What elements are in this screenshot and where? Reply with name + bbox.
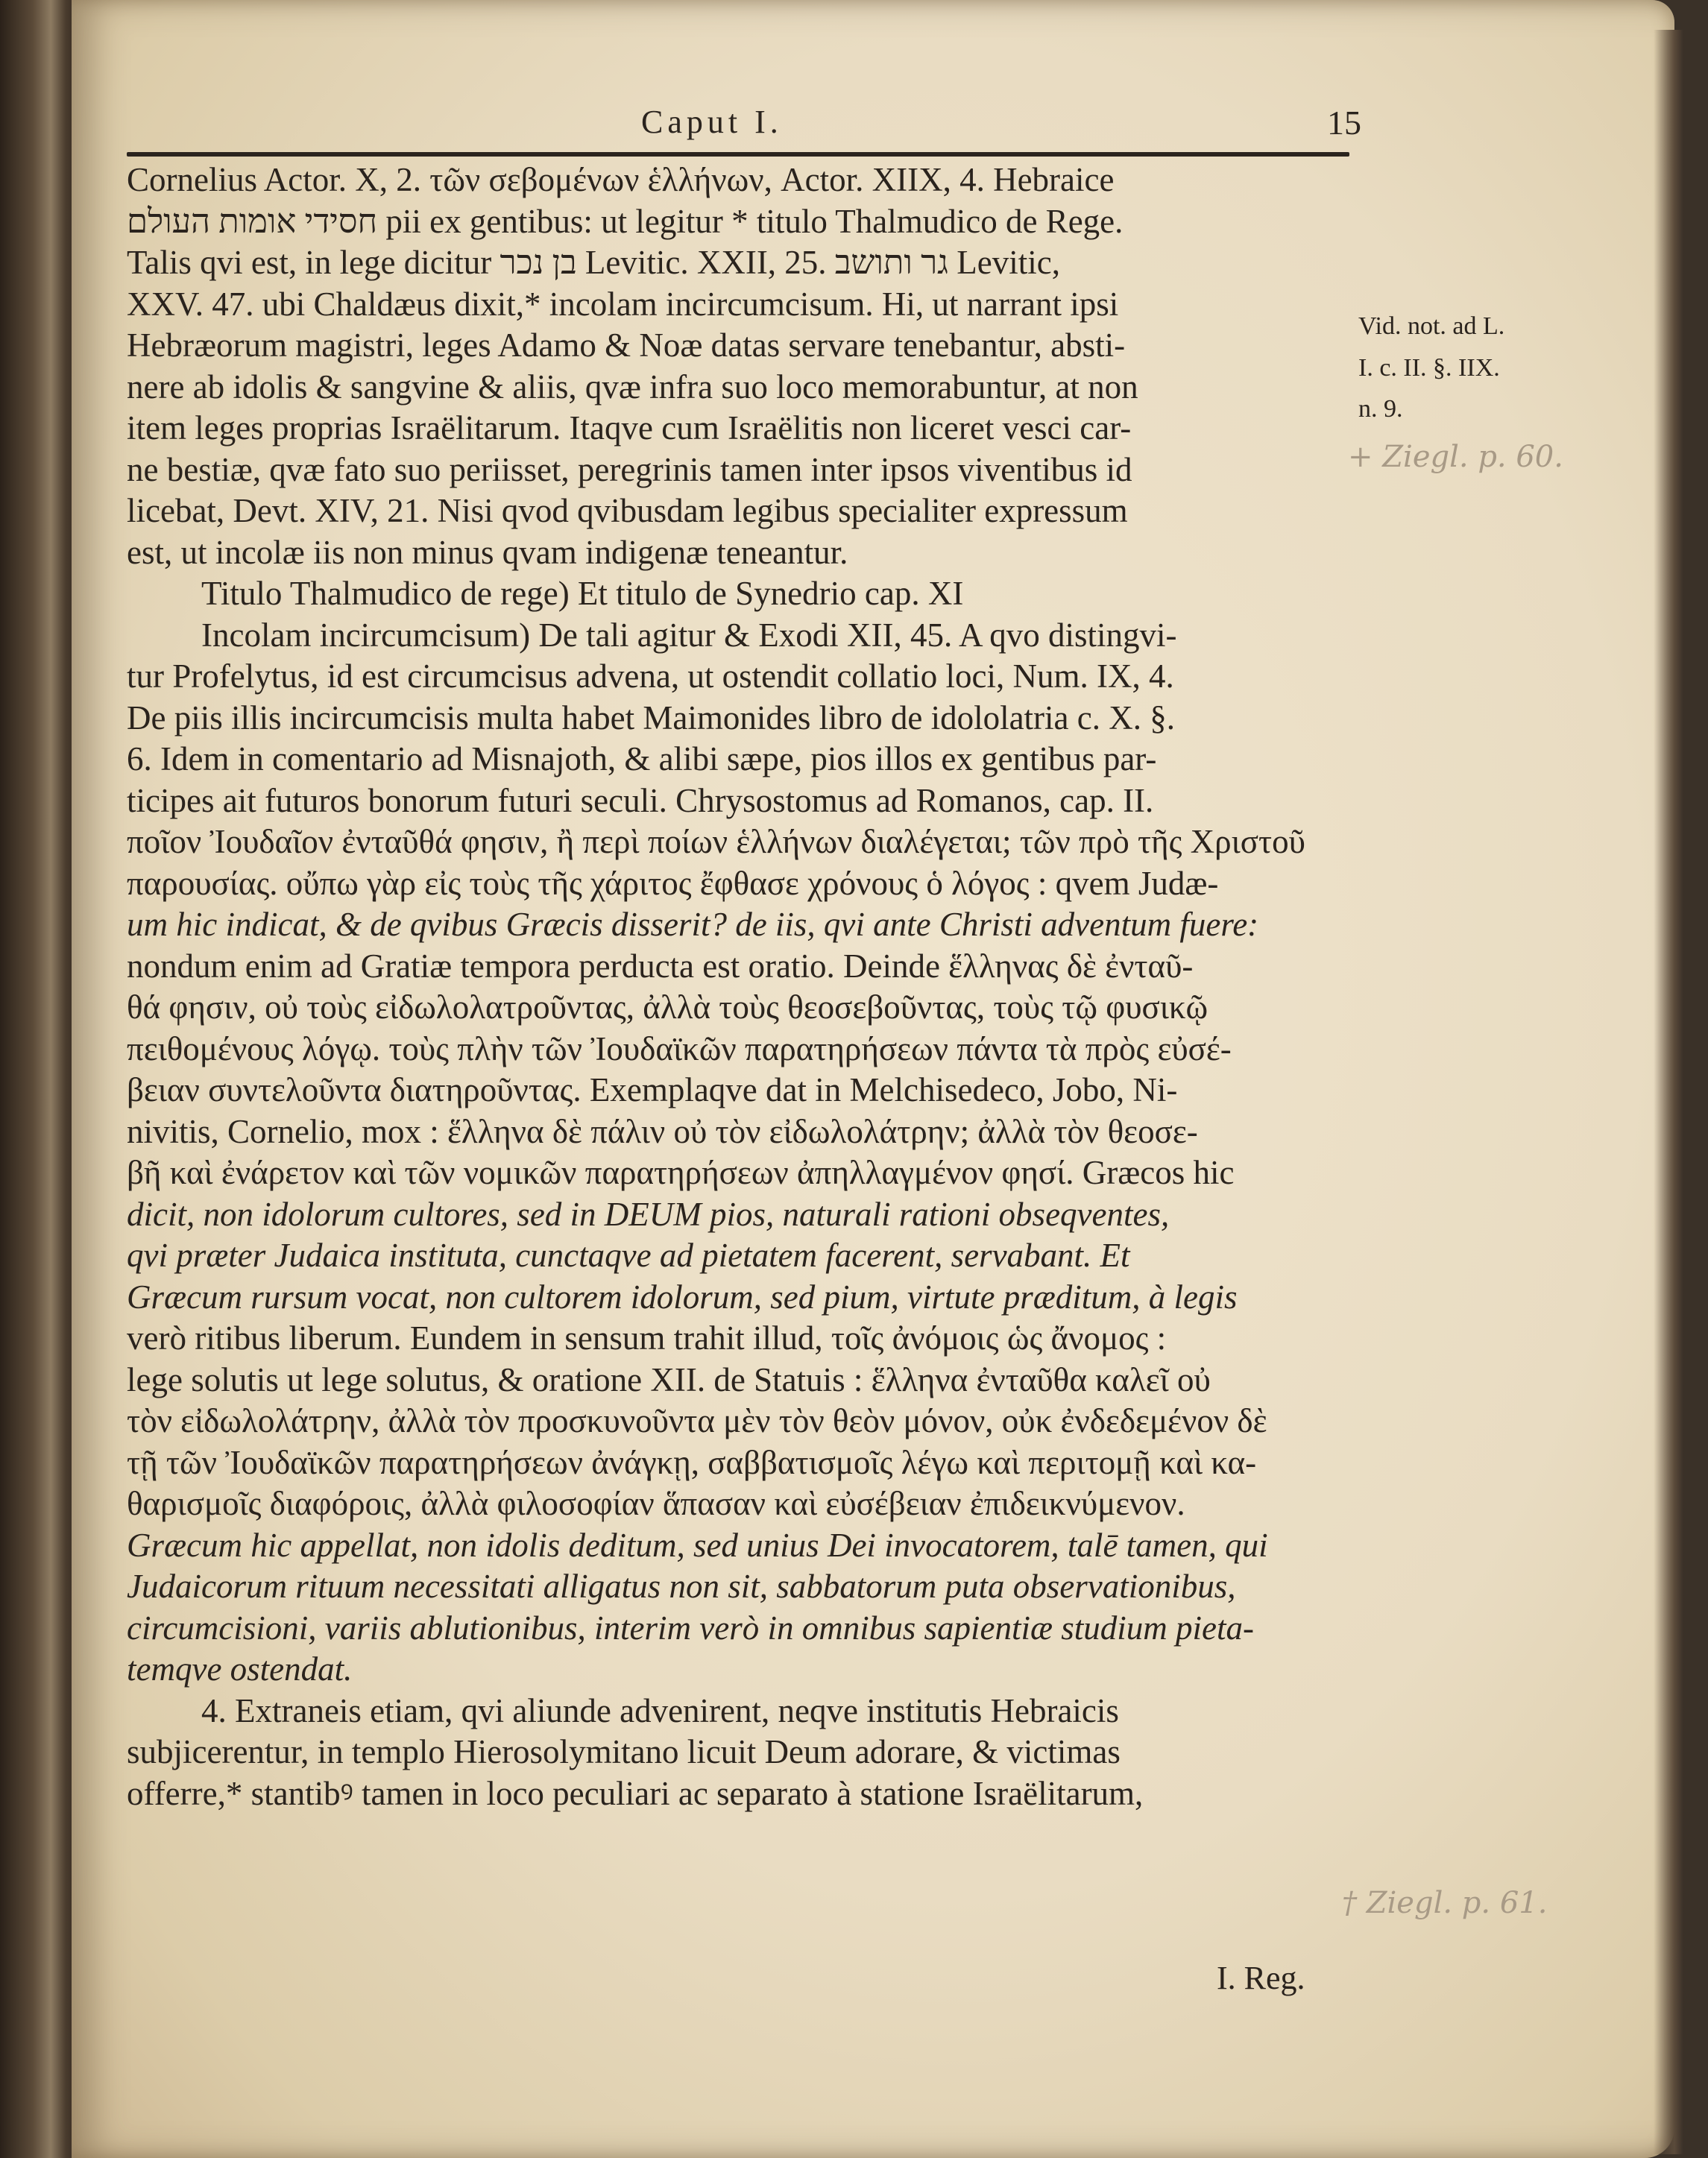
text-line: offerre,* stantibꝰ tamen in loco peculiari ac separato à statione Israëlitarum, bbox=[127, 1774, 1144, 1812]
text-line: nere ab idolis & sangvine & aliis, qvæ infra suo loco memorabuntur, at non bbox=[127, 367, 1138, 406]
text-line: Incolam incircumcisum) De tali agitur & Exodi XII, 45. A qvo distingvi- bbox=[201, 616, 1177, 654]
text-line: item leges proprias Israëlitarum. Itaqve cum Israëlitis non liceret vesci car- bbox=[127, 409, 1132, 447]
text-line: θά φησιν, οὐ τοὺς εἰδωλολατροῦντας, ἀλλὰ τοὺς θεοσεβοῦντας, τοὺς τῷ φυσικῷ bbox=[127, 988, 1208, 1026]
header-rule bbox=[127, 152, 1349, 157]
page-number: 15 bbox=[1327, 104, 1361, 142]
margin-note: I. c. II. §. IIX. bbox=[1358, 353, 1500, 382]
text-line: est, ut incolæ iis non minus qvam indigenæ teneantur. bbox=[127, 533, 848, 571]
text-line: τῇ τῶν Ἰουδαϊκῶν παρατηρήσεων ἀνάγκῃ, σαββατισμοῖς λέγω καὶ περιτομῇ καὶ κα- bbox=[127, 1443, 1257, 1481]
text-line: subjicerentur, in templo Hierosolymitano licuit Deum adorare, & victimas bbox=[127, 1733, 1121, 1770]
margin-notes bbox=[1358, 306, 1642, 430]
body-text bbox=[127, 160, 1349, 1814]
text-line: Cornelius Actor. X, 2. τῶν σεβομένων ἑλλήνων, Actor. XIIX, 4. Hebraice bbox=[127, 161, 1115, 198]
text-line: XXV. 47. ubi Chaldæus dixit,* incolam incircumcisum. Hi, ut narrant ipsi bbox=[127, 285, 1119, 323]
text-line: 4. Extraneis etiam, qvi aliunde advenirent, neqve institutis Hebraicis bbox=[201, 1691, 1119, 1729]
text-line: θαρισμοῖς διαφόροις, ἀλλὰ φιλοσοφίαν ἅπασαν καὶ εὐσέβειαν ἐπιδεικνύμενον. bbox=[127, 1485, 1185, 1522]
book-binding bbox=[0, 0, 82, 2158]
page-header bbox=[641, 103, 1361, 148]
text-line: τὸν εἰδωλολάτρην, ἀλλὰ τὸν προσκυνοῦντα μὲν τὸν θεὸν μόνον, οὐκ ἐνδεδεμένον δὲ bbox=[127, 1402, 1267, 1439]
text-line: Talis qvi est, in lege dicitur בן נכר Levitic. XXII, 25. גר ותושב Levitic, bbox=[127, 244, 1060, 281]
text-line: tur Profelytus, id est circumcisus advena, ut ostendit collatio loci, Num. IX, 4. bbox=[127, 657, 1174, 695]
page-edge-shadow bbox=[1654, 30, 1683, 2154]
text-line: nondum enim ad Gratiæ tempora perducta est oratio. Deinde ἕλληνας δὲ ἐνταῦ- bbox=[127, 947, 1194, 985]
text-line: ticipes ait futuros bonorum futuri seculi. Chrysostomus ad Romanos, cap. II. bbox=[127, 781, 1154, 819]
text-line: verò ritibus liberum. Eundem in sensum trahit illud, τοῖς ἀνόμοις ὡς ἄνομος : bbox=[127, 1319, 1167, 1357]
handwritten-note-2: † Ziegl. p. 61. bbox=[1342, 1886, 1548, 1920]
text-line: licebat, Devt. XIV, 21. Nisi qvod qvibusdam legibus specialiter expressum bbox=[127, 492, 1128, 529]
text-line: Titulo Thalmudico de rege) Et titulo de Synedrio cap. XI bbox=[201, 575, 964, 612]
text-line: Hebræorum magistri, leges Adamo & Noæ datas servare tenebantur, absti- bbox=[127, 326, 1126, 364]
text-line: qvi præter Judaica instituta, cunctaqve ad pietatem facerent, servabant. Et bbox=[127, 1237, 1130, 1274]
text-line: 6. Idem in comentario ad Misnajoth, & alibi sæpe, pios illos ex gentibus par- bbox=[127, 740, 1157, 777]
text-line: um hic indicat, & de qvibus Græcis disserit? de iis, qvi ante Christi adventum fuere: bbox=[127, 906, 1259, 943]
text-line: lege solutis ut lege solutus, & oratione XII. de Statuis : ἕλληνα ἐνταῦθα καλεῖ οὐ bbox=[127, 1360, 1211, 1398]
text-line: ne bestiæ, qvæ fato suo periisset, peregrinis tamen inter ipsos viventibus id bbox=[127, 450, 1132, 488]
text-line: Græcum hic appellat, non idolis deditum, sed unius Dei invocatorem, talē tamen, qui bbox=[127, 1526, 1268, 1564]
running-head: Caput I. bbox=[641, 104, 783, 140]
text-line: ποῖον Ἰουδαῖον ἐνταῦθά φησιν, ἢ περὶ ποίων ἑλλήνων διαλέγεται; τῶν πρὸ τῆς Χριστοῦ bbox=[127, 823, 1305, 860]
text-line: βειαν συντελοῦντα διατηροῦντας. Exemplaqve dat in Melchisedeco, Jobo, Ni- bbox=[127, 1071, 1178, 1108]
margin-note: Vid. not. ad L. bbox=[1358, 312, 1505, 340]
text-line: circumcisioni, variis ablutionibus, interim verò in omnibus sapientiæ studium pieta- bbox=[127, 1609, 1255, 1647]
text-line: nivitis, Cornelio, mox : ἕλληνα δὲ πάλιν οὐ τὸν εἰδωλολάτρην; ἀλλὰ τὸν θεοσε- bbox=[127, 1112, 1198, 1150]
catchword: I. Reg. bbox=[1217, 1960, 1305, 1996]
text-line: πειθομένους λόγῳ. τοὺς πλὴν τῶν Ἰουδαϊκῶν παρατηρήσεων πάντα τὰ πρὸς εὐσέ- bbox=[127, 1029, 1232, 1067]
text-line: Judaicorum rituum necessitati alligatus non sit, sabbatorum puta observationibus, bbox=[127, 1568, 1236, 1605]
text-line: Græcum rursum vocat, non cultorem idolorum, sed pium, virtute præditum, à legis bbox=[127, 1278, 1238, 1316]
text-line: παρουσίας. οὔπω γὰρ εἰς τοὺς τῆς χάριτος ἔφθασε χρόνους ὁ λόγος : qvem Judæ- bbox=[127, 864, 1219, 902]
text-line: De piis illis incircumcisis multa habet Maimonides libro de idololatria c. X. §. bbox=[127, 698, 1175, 736]
text-line: חסידי אומות העולם pii ex gentibus: ut legitur * titulo Thalmudico de Rege. bbox=[127, 202, 1124, 240]
text-line: temqve ostendat. bbox=[127, 1650, 353, 1688]
margin-note: n. 9. bbox=[1358, 395, 1403, 423]
handwritten-note-1: + Ziegl. p. 60. bbox=[1348, 440, 1563, 474]
text-line: βῆ καὶ ἐνάρετον καὶ τῶν νομικῶν παρατηρήσεων ἀπηλλαγμένον φησί. Græcos hic bbox=[127, 1154, 1235, 1191]
text-line: dicit, non idolorum cultores, sed in DEUM pios, naturali rationi obseqventes, bbox=[127, 1195, 1170, 1233]
